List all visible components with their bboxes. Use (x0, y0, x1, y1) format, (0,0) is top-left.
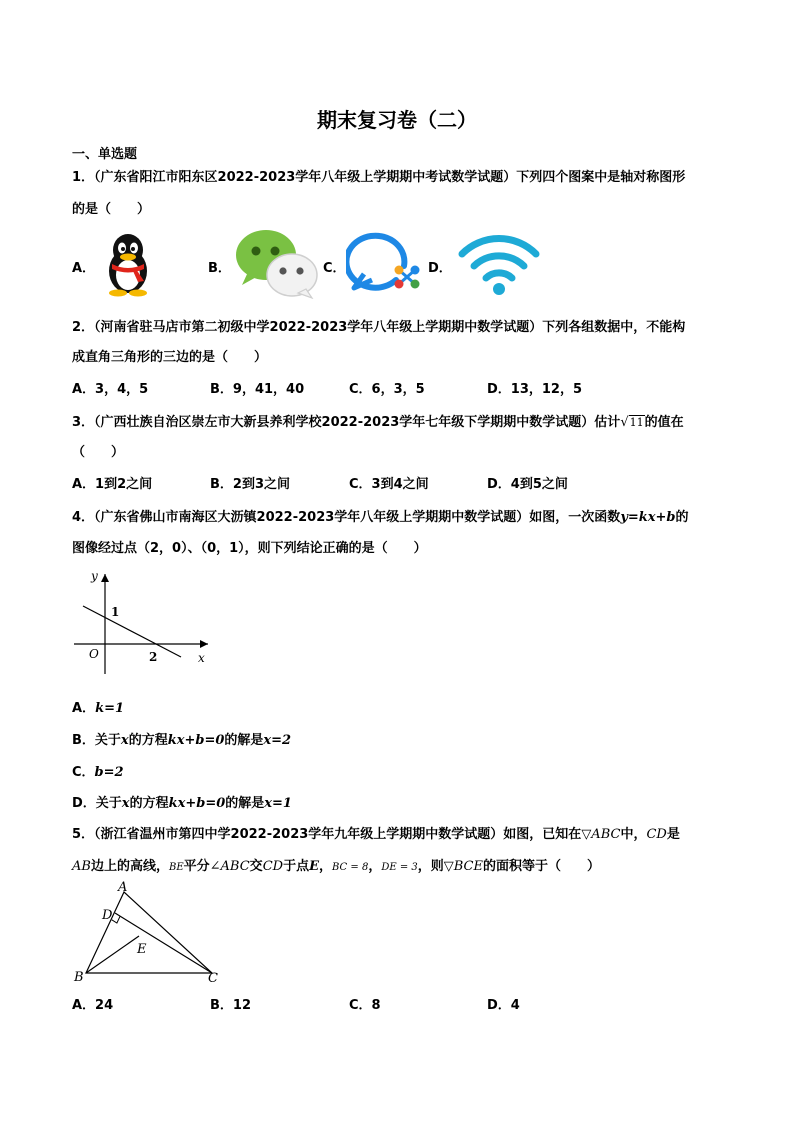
q4-option-d-var: x (121, 796, 130, 811)
q5-text-6: ， (368, 859, 382, 874)
q3-option-d[interactable]: D．4到5之间 (487, 477, 568, 492)
q5-triangle-abc: ▽ABC (581, 827, 621, 842)
q5-option-a[interactable]: A．24 (72, 998, 114, 1013)
wifi-icon (456, 232, 542, 296)
y-intercept-label: 1 (111, 605, 120, 619)
q1-option-b-label: B． (208, 261, 231, 276)
q4-option-b-tail: 的解是 (224, 733, 264, 748)
origin-label: O (89, 647, 99, 661)
q4-stem-line1 (72, 506, 689, 525)
q4-stem-text-a: 4．（广东省佛山市南海区大沥镇2022-2023学年八年级上学期期中数学试题）如图，一次函数 (72, 510, 621, 525)
q4-option-c[interactable] (72, 761, 124, 780)
y-axis-arrow (101, 574, 109, 582)
q5-stem-text-a: 5．（浙江省温州市第四中学2022-2023学年九年级上学期期中数学试题）如图，已知在 (72, 827, 582, 842)
point-d-label: D (102, 908, 113, 923)
qq-penguin-icon (100, 231, 156, 297)
q5-bc-value: BC = 8 (332, 862, 369, 873)
q4-stem-line2: 图像经过点（2，0）、（0，1），则下列结论正确的是（ ） (72, 541, 427, 556)
q5-segment-ab: AB (72, 859, 91, 874)
q3-stem-text-a: 3．（广西壮族自治区崇左市大新县养利学校2022-2023学年七年级下学期期中数学试题）估计 (72, 415, 621, 430)
q5-point-e: E (309, 859, 319, 874)
q5-segment-cd-2: CD (262, 859, 284, 874)
q4-option-b-mid: 的方程 (128, 733, 168, 748)
q5-option-b[interactable]: B．12 (210, 998, 251, 1013)
q2-option-d[interactable]: D．13，12，5 (487, 382, 583, 397)
q1-option-a-label: A． (72, 261, 96, 276)
q1-option-c-label: C． (323, 261, 346, 276)
q5-option-d[interactable]: D．4 (487, 998, 520, 1013)
chat-bubble-icon (346, 230, 426, 296)
q5-stem-text-c: 是 (666, 827, 680, 842)
section-heading: 一、单选题 (72, 147, 138, 162)
q3-option-b[interactable]: B．2到3之间 (210, 477, 290, 492)
x-axis-arrow (200, 640, 208, 648)
q3-stem-line2: （ ） (72, 445, 125, 460)
page-title: 期末复习卷（二） (317, 108, 477, 132)
q4-stem-text-b: 的 (675, 510, 689, 525)
q5-text-2: 平分 (183, 859, 210, 874)
q3-option-c[interactable]: C．3到4之间 (349, 477, 429, 492)
q1-option-d-label: D． (428, 261, 452, 276)
q1-stem-line2: 的是（ ） (72, 202, 151, 217)
wechat-icon (232, 227, 322, 299)
q5-triangle-figure (70, 880, 230, 988)
q2-stem-line1: 2．（河南省驻马店市第二初级中学2022-2023学年八年级上学期期中数学试题）下列各组数据中，不能构 (72, 320, 686, 335)
q5-text-1: 边上的高线， (90, 859, 169, 874)
y-axis-label: y (91, 569, 98, 583)
q4-option-b[interactable] (72, 729, 291, 748)
q4-option-b-equation: kx+b=0 (167, 733, 225, 748)
q2-option-c[interactable]: C．6，3，5 (349, 382, 425, 397)
q5-segment-cd: CD (646, 827, 667, 842)
q4-option-b-answer: x=2 (263, 733, 292, 748)
q4-function-graph (70, 566, 215, 678)
q4-option-d-answer: x=1 (264, 796, 292, 811)
vertex-b-label: B (74, 970, 84, 985)
q5-text-5: ， (319, 859, 333, 874)
q4-option-d[interactable] (72, 792, 292, 811)
q2-stem-line2: 成直角三角形的三边的是（ ） (72, 350, 268, 365)
point-e-label: E (137, 942, 147, 957)
q5-stem-text-b: 中， (620, 827, 647, 842)
q4-option-a-prefix: A． (72, 701, 96, 716)
q5-option-c[interactable]: C．8 (349, 998, 381, 1013)
q2-option-b[interactable]: B．9，41，40 (210, 382, 305, 397)
q5-text-4: 于点 (283, 859, 310, 874)
q4-option-b-prefix: B．关于 (72, 733, 121, 748)
q4-option-a-math: k=1 (95, 701, 125, 716)
q2-option-a[interactable]: A．3，4，5 (72, 382, 149, 397)
q4-option-a[interactable] (72, 697, 124, 716)
q3-stem-text-b: 的值在 (644, 415, 684, 430)
q4-function-expr: y=kx+b (620, 510, 676, 525)
q5-triangle-bce: ▽BCE (443, 859, 483, 874)
q5-de-value: DE = 3 (381, 862, 418, 873)
q4-option-c-prefix: C． (72, 765, 95, 780)
x-intercept-label: 2 (149, 650, 158, 664)
q5-segment-be: BE (168, 862, 184, 873)
q5-text-7: ，则 (417, 859, 444, 874)
q5-text-3: 交 (249, 859, 263, 874)
q5-stem-line2 (72, 855, 600, 874)
q3-option-a[interactable]: A．1到2之间 (72, 477, 153, 492)
q4-option-b-var: x (120, 733, 129, 748)
q4-option-d-tail: 的解是 (225, 796, 265, 811)
right-angle-mark (112, 916, 120, 923)
q4-option-c-math: b=2 (94, 765, 124, 780)
sqrt-radical: √11 (620, 415, 644, 430)
q1-stem-line1: 1．（广东省阳江市阳东区2022-2023学年八年级上学期期中考试数学试题）下列四个图案中是轴对称图形 (72, 170, 686, 185)
sqrt-radicand: 11 (629, 416, 644, 429)
q4-option-d-equation: kx+b=0 (168, 796, 226, 811)
q4-option-d-prefix: D．关于 (72, 796, 122, 811)
vertex-a-label: A (118, 880, 128, 895)
q5-text-8: 的面积等于（ ） (483, 859, 601, 874)
bisector-be (86, 936, 139, 973)
x-axis-label: x (198, 651, 205, 665)
q3-stem-line1 (72, 411, 684, 430)
q5-angle-abc: ∠ABC (209, 859, 250, 874)
q5-stem-line1 (72, 823, 680, 842)
vertex-c-label: C (208, 971, 218, 986)
q4-option-d-mid: 的方程 (129, 796, 169, 811)
